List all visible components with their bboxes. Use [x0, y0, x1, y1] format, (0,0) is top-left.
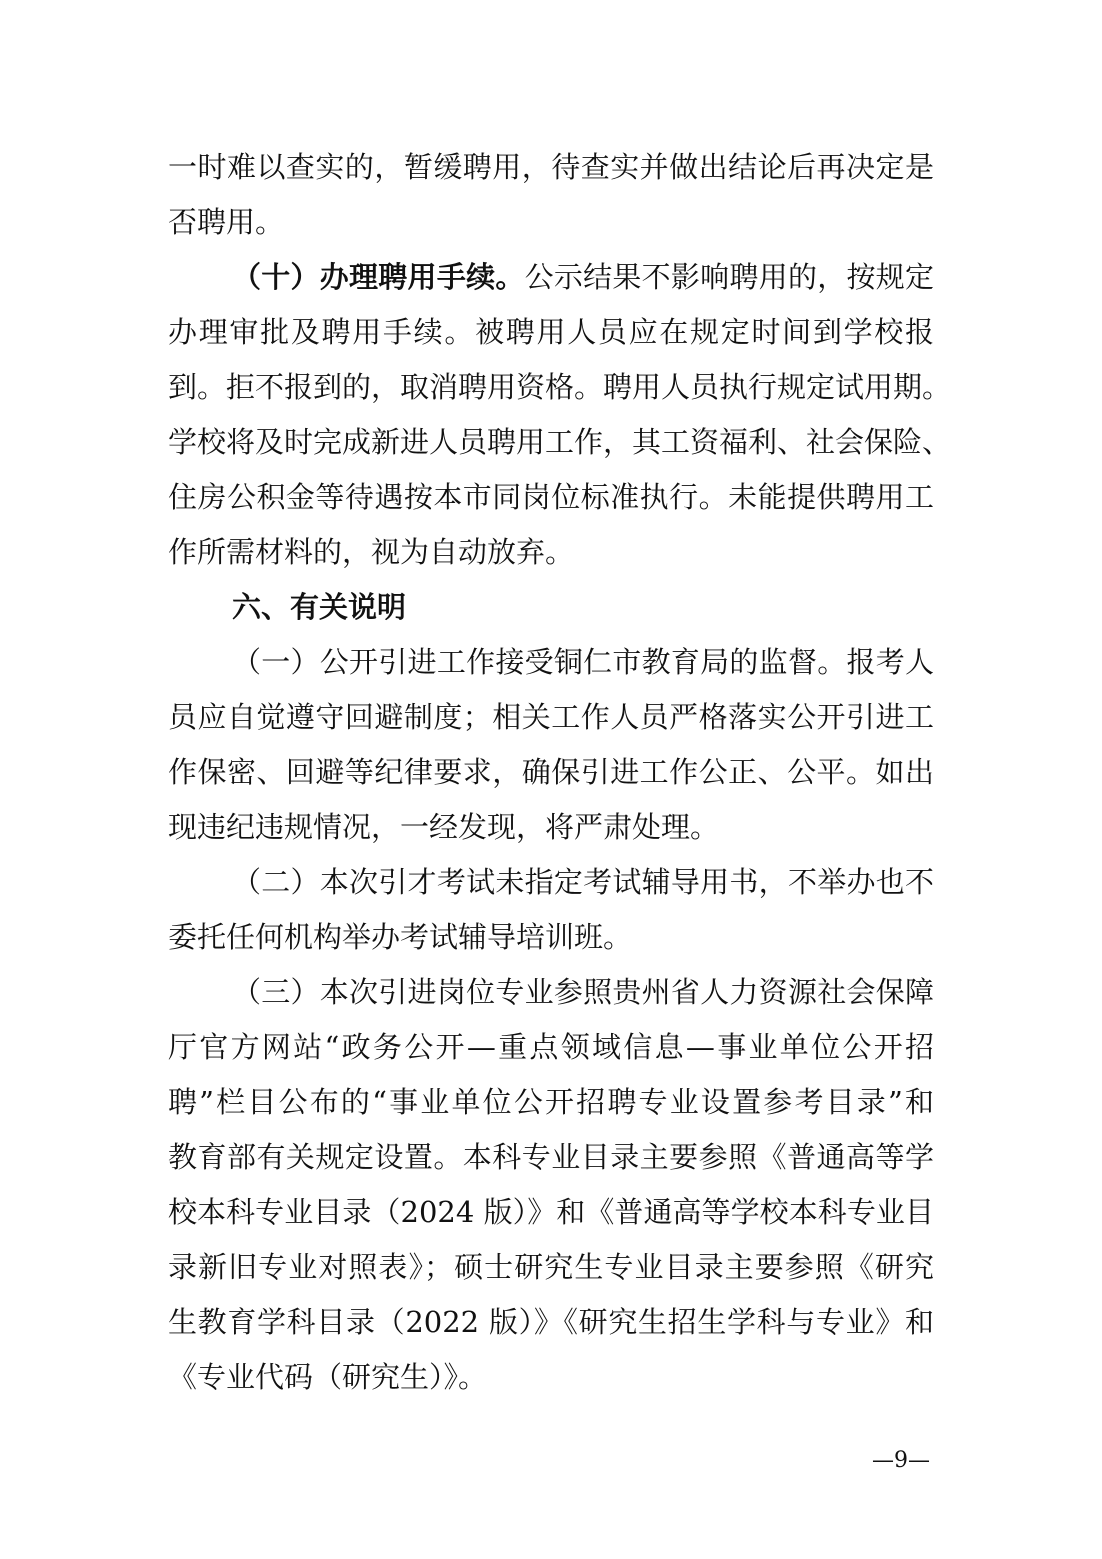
body-line: （二）本次引才考试未指定考试辅导用书，不举办也不: [232, 865, 934, 899]
body-line: 员应自觉遵守回避制度；相关工作人员严格落实公开引进工: [168, 700, 934, 734]
body-line: 作所需材料的，视为自动放弃。: [168, 535, 575, 569]
body-line: 到。拒不报到的，取消聘用资格。聘用人员执行规定试用期。: [168, 370, 952, 404]
section-heading: 六、有关说明: [232, 590, 407, 624]
body-line: （一）公开引进工作接受铜仁市教育局的监督。报考人: [232, 645, 934, 679]
body-line: 《专业代码（研究生）》。: [168, 1360, 488, 1394]
body-line: 录新旧专业对照表》；硕士研究生专业目录主要参照《研究: [168, 1250, 934, 1284]
body-line: 否聘用。: [168, 205, 285, 239]
item-ten-body: 公示结果不影响聘用的，按规定: [524, 260, 934, 294]
body-line: 学校将及时完成新进人员聘用工作，其工资福利、社会保险、: [168, 425, 952, 459]
body-line: （三）本次引进岗位专业参照贵州省人力资源社会保障: [232, 975, 934, 1009]
body-line: 作保密、回避等纪律要求，确保引进工作公正、公平。如出: [168, 755, 934, 789]
item-ten-title: （十）办理聘用手续。: [232, 260, 525, 294]
body-line: 一时难以查实的，暂缓聘用，待查实并做出结论后再决定是: [168, 150, 934, 184]
body-line: 聘”栏目公布的“事业单位公开招聘专业设置参考目录”和: [168, 1085, 934, 1119]
page-number: —9—: [872, 1448, 930, 1473]
body-line: 厅官方网站“政务公开—重点领域信息—事业单位公开招: [168, 1030, 934, 1064]
item-ten-line: [232, 255, 934, 299]
body-line: 生教育学科目录（2022 版）》《研究生招生学科与专业》和: [168, 1305, 934, 1339]
body-line: 委托任何机构举办考试辅导培训班。: [168, 920, 633, 954]
body-line: 校本科专业目录（2024 版）》和《普通高等学校本科专业目: [168, 1195, 934, 1229]
body-line: 办理审批及聘用手续。被聘用人员应在规定时间到学校报: [168, 315, 934, 349]
body-line: 教育部有关规定设置。本科专业目录主要参照《普通高等学: [168, 1140, 934, 1174]
body-line: 现违纪违规情况，一经发现，将严肃处理。: [168, 810, 720, 844]
body-line: 住房公积金等待遇按本市同岗位标准执行。未能提供聘用工: [168, 480, 934, 514]
